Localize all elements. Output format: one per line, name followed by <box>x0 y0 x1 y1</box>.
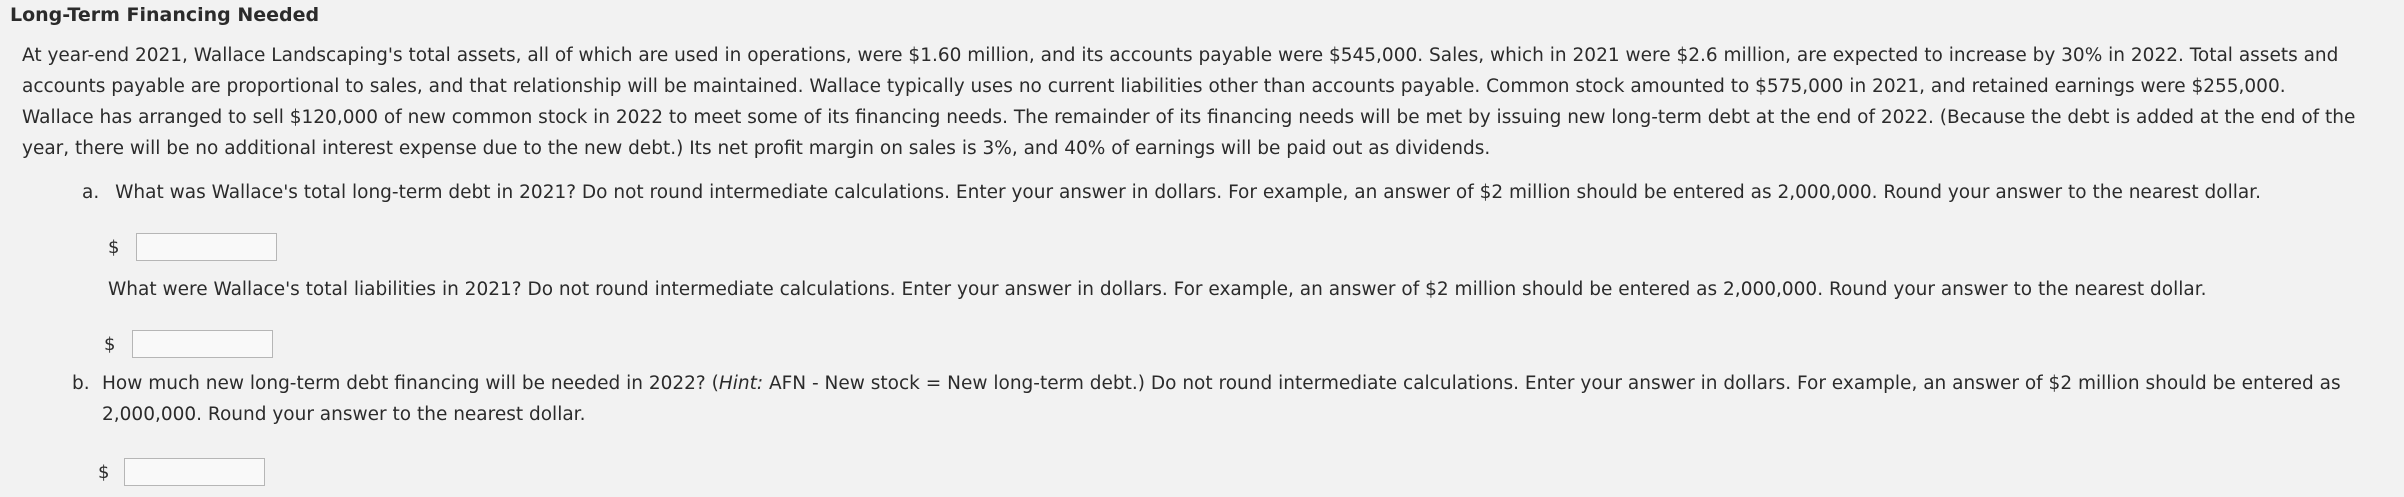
question-a-part1 <box>82 181 2261 205</box>
question-a-part2-currency: $ <box>104 334 116 355</box>
question-b-text-after-hint: AFN - New stock = New long-term debt.) Do not round intermediate calculations. Enter your answer in dollars. For example, an answer of $2 million should be entered as 2,000,000. Round your answer to the nearest dollar. <box>102 373 2341 425</box>
problem-intro: At year-end 2021, Wallace Landscaping's total assets, all of which are used in operations, were $1.60 million, and its accounts payable were $545,000. Sales, which in 2021 were $2.6 million, are expected to increase by 30% in 2022. Total assets and accounts payable are proportional to sales, and that relationship will be maintained. Wallace typically uses no current liabilities other than accounts payable. Common stock amounted to $575,000 in 2021, and retained earnings were $255,000. Wallace has arranged to sell $120,000 of new common stock in 2022 to meet some of its financing needs. The remainder of its financing needs will be met by issuing new long-term debt at the end of 2022. (Because the debt is added at the end of the year, there will be no additional interest expense due to the new debt.) Its net profit margin on sales is 3%, and 40% of earnings will be paid out as dividends. <box>22 45 2356 159</box>
question-b-marker: b. <box>72 373 90 394</box>
question-a-part1-answer-input[interactable] <box>136 233 277 261</box>
question-a-part2-text: What were Wallace's total liabilities in 2021? Do not round intermediate calculations. Enter your answer in dollars. For example, an answer of $2 million should be entered as 2,000,000. Round your answer to the nearest dollar. <box>108 279 2207 300</box>
question-a-part1-currency: $ <box>108 237 120 258</box>
question-a-part1-text: What was Wallace's total long-term debt in 2021? Do not round intermediate calculations. Enter your answer in dollars. For example, an answer of $2 million should be entered as 2,000,000. Round your answer to the nearest dollar. <box>115 182 2261 203</box>
problem-title: Long-Term Financing Needed <box>10 4 320 26</box>
question-b-hint-label: Hint: <box>718 373 764 394</box>
question-b-text-before-hint: How much new long-term debt financing will be needed in 2022? ( <box>102 373 719 394</box>
question-a-part2-answer-input[interactable] <box>132 330 273 358</box>
question-a-marker: a. <box>82 182 100 203</box>
question-b <box>72 368 2372 430</box>
question-b-text <box>102 368 2372 430</box>
question-b-currency: $ <box>98 462 110 483</box>
question-b-answer-input[interactable] <box>124 458 265 486</box>
